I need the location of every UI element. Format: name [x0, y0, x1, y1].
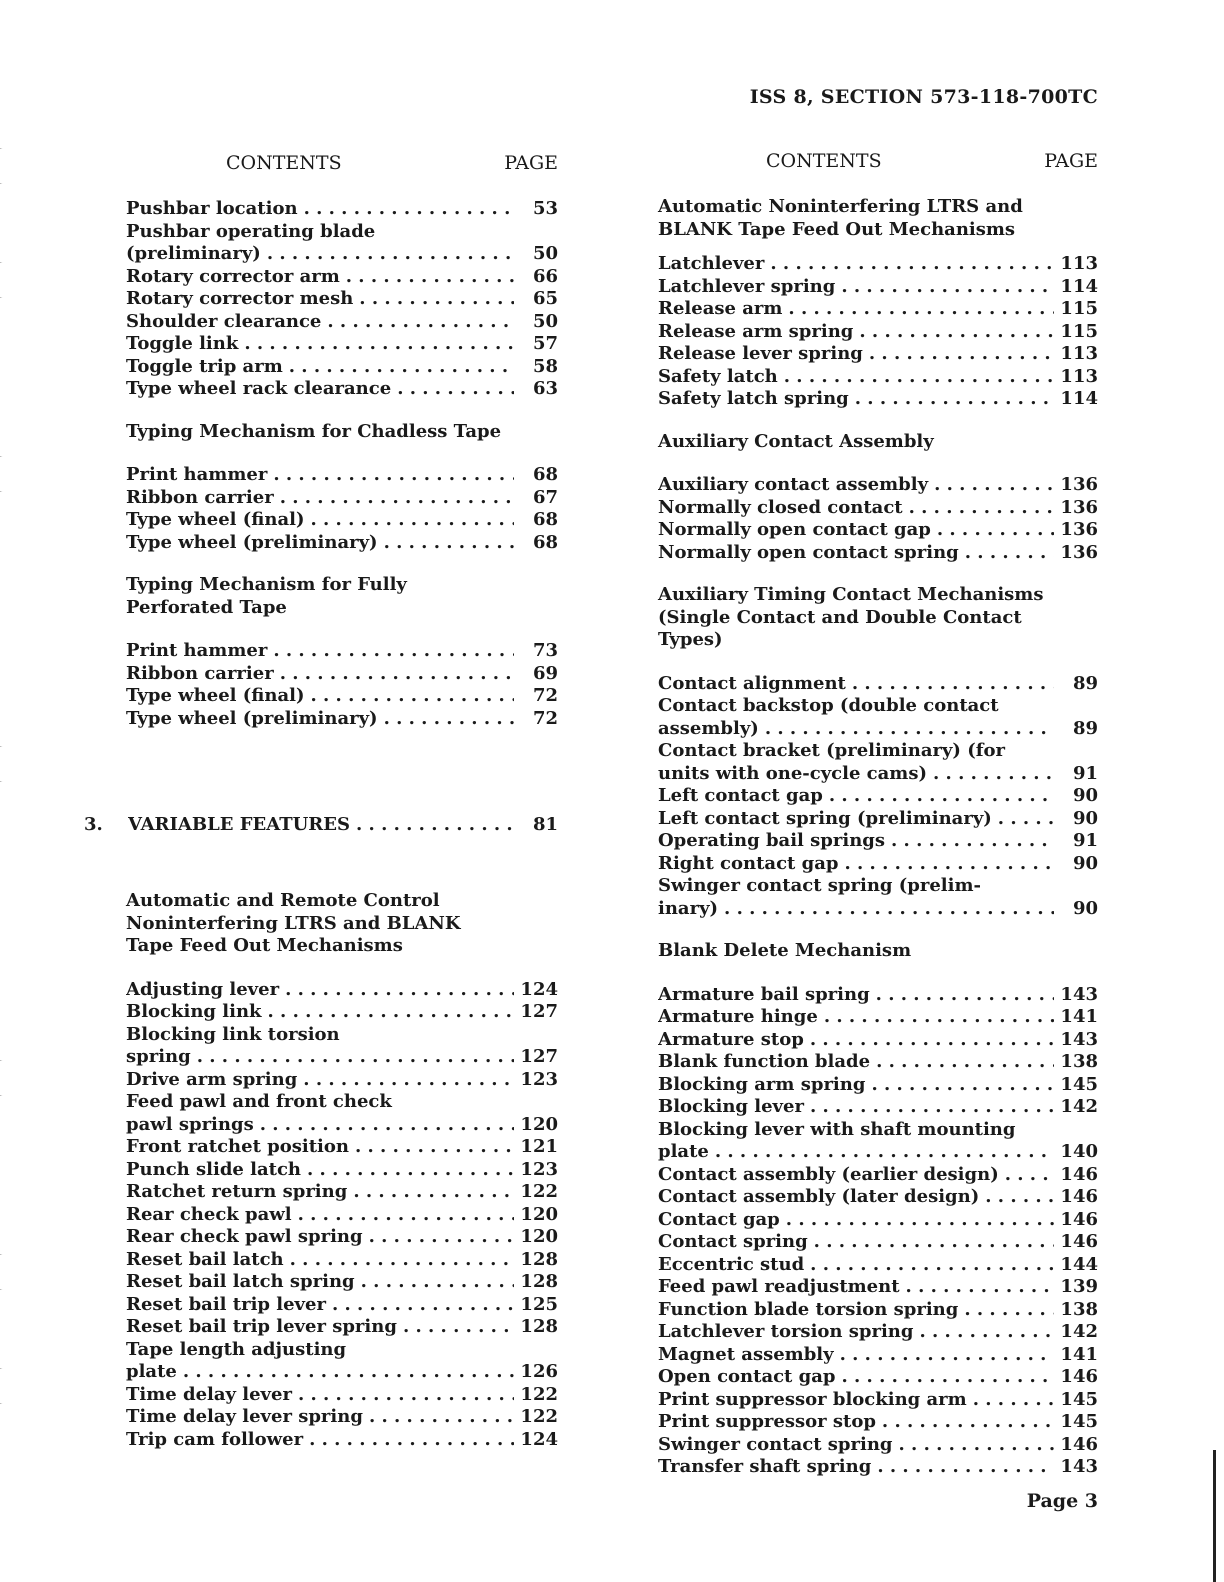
entry-page: 146: [1060, 1163, 1098, 1185]
entry-title: Blocking arm spring: [658, 1073, 866, 1095]
contents-group: [658, 431, 1098, 565]
entry-title: Print suppressor blocking arm: [658, 1388, 967, 1410]
entry-page: 143: [1060, 1028, 1098, 1050]
entry-title: Punch slide latch: [126, 1158, 301, 1180]
contents-entry: [126, 1406, 558, 1429]
contents-entry: [658, 808, 1098, 831]
contents-entry: [658, 497, 1098, 520]
entry-page: 121: [520, 1136, 558, 1157]
contents-entry: [658, 1276, 1098, 1299]
entry-title: Type wheel (final): [126, 685, 305, 706]
contents-entry: [126, 1024, 558, 1069]
entry-title: Print hammer: [126, 464, 268, 485]
entry-page: 120: [520, 1113, 558, 1135]
entry-title: Front ratchet position: [126, 1136, 349, 1157]
entry-page: 136: [1060, 474, 1098, 495]
entry-page: 146: [1060, 1186, 1098, 1207]
entry-title: Operating bail springs: [658, 830, 885, 851]
contents-entry: [658, 1074, 1098, 1097]
entry-title: Armature hinge: [658, 1006, 818, 1027]
entry-page: 122: [520, 1181, 558, 1202]
left-column-header: [126, 152, 558, 174]
binder-hole-icon: [0, 456, 13, 492]
document-header: ISS 8, SECTION 573-118-700TC: [749, 86, 1098, 108]
entry-page: 66: [532, 265, 558, 287]
entry-page: 91: [1072, 830, 1098, 851]
entry-page: 68: [532, 509, 558, 530]
entry-title: Normally open contact gap: [658, 519, 931, 540]
entry-page: 127: [520, 1001, 558, 1022]
entry-page: 90: [1072, 807, 1098, 829]
contents-entry: [658, 1411, 1098, 1434]
contents-label: CONTENTS: [766, 150, 882, 172]
contents-entry: [126, 1271, 558, 1294]
group-title: Typing Mechanism for Chadless Tape: [126, 420, 502, 442]
entry-page: 139: [1060, 1276, 1098, 1297]
entry-page: 136: [1060, 541, 1098, 563]
contents-entry: [658, 1186, 1098, 1209]
entry-title: Function blade torsion spring: [658, 1298, 959, 1320]
contents-entry: [126, 1136, 558, 1159]
entry-title: Tape length adjusting plate: [126, 1338, 347, 1382]
entry-page: 68: [532, 531, 558, 553]
entry-title: Release arm: [658, 298, 783, 319]
contents-entry: [658, 1344, 1098, 1367]
entry-page: 68: [532, 464, 558, 485]
entry-title: Left contact spring (preliminary): [658, 807, 992, 829]
contents-entry: [126, 1181, 558, 1204]
contents-entry: [658, 785, 1098, 808]
binder-hole-icon: [0, 1060, 13, 1096]
contents-label: CONTENTS: [226, 152, 342, 174]
entry-title: Adjusting lever: [126, 978, 280, 1000]
left-bottom-column: [126, 870, 558, 1451]
contents-entry: [658, 984, 1098, 1007]
entry-page: 140: [1060, 1141, 1098, 1162]
contents-entry: [126, 356, 558, 379]
entry-page: 138: [1060, 1298, 1098, 1320]
entry-page: 50: [532, 310, 558, 332]
entry-title: Auxiliary contact assembly: [658, 474, 929, 495]
contents-entry: [126, 1384, 558, 1407]
entry-title: Rotary corrector arm: [126, 265, 340, 287]
entry-page: 113: [1060, 253, 1098, 274]
binder-hole-icon: [0, 1368, 13, 1404]
group-title: Automatic and Remote Control Noninterfering LTRS and BLANK Tape Feed Out Mechanisms: [126, 890, 461, 956]
entry-title: Reset bail latch: [126, 1248, 284, 1270]
entry-page: 125: [520, 1293, 558, 1315]
entry-title: Contact backstop (double contact assembly): [658, 695, 999, 739]
entry-title: Feed pawl and front check pawl springs: [126, 1091, 392, 1135]
entry-page: 90: [1072, 785, 1098, 806]
contents-entry: [658, 875, 1098, 920]
entry-page: 89: [1072, 672, 1098, 694]
entry-page: 58: [532, 355, 558, 377]
entry-title: Rear check pawl spring: [126, 1226, 363, 1247]
entry-title: Contact spring: [658, 1231, 808, 1252]
contents-entry: [126, 221, 558, 266]
entry-title: Armature bail spring: [658, 983, 870, 1005]
contents-entry: [658, 1231, 1098, 1254]
entry-page: 144: [1060, 1253, 1098, 1275]
contents-entry: [658, 1321, 1098, 1344]
entry-page: 72: [532, 707, 558, 729]
entry-page: 90: [1072, 897, 1098, 919]
entry-title: Ribbon carrier: [126, 486, 274, 508]
entry-page: 141: [1060, 1343, 1098, 1365]
entry-title: Open contact gap: [658, 1366, 836, 1387]
entry-title: Eccentric stud: [658, 1253, 805, 1275]
entry-page: 146: [1060, 1231, 1098, 1252]
contents-entry: [658, 1366, 1098, 1389]
entry-title: Contact assembly (later design): [658, 1186, 980, 1207]
contents-entry: [658, 673, 1098, 696]
page-number: Page 3: [1026, 1490, 1098, 1512]
contents-entry: [658, 1209, 1098, 1232]
contents-group: [126, 890, 558, 1451]
section-title: VARIABLE FEATURES: [128, 814, 350, 835]
contents-entry: [126, 1091, 558, 1136]
entry-page: 89: [1072, 717, 1098, 739]
contents-entry: [126, 1294, 558, 1317]
entry-page: 126: [520, 1361, 558, 1382]
entry-page: 145: [1060, 1411, 1098, 1432]
entry-page: 124: [520, 978, 558, 1000]
contents-entry: [126, 1429, 558, 1452]
group-title: Auxiliary Contact Assembly: [658, 430, 934, 452]
entry-page: 65: [532, 288, 558, 309]
entry-title: Normally closed contact: [658, 496, 903, 518]
contents-entry: [658, 388, 1098, 411]
entry-title: Transfer shaft spring: [658, 1456, 872, 1477]
entry-page: 53: [532, 198, 558, 219]
right-groups: [658, 196, 1098, 1479]
contents-entry: [658, 343, 1098, 366]
right-contents-column: [658, 150, 1098, 1479]
binder-hole-icon: [0, 262, 13, 298]
entry-page: 115: [1060, 320, 1098, 342]
contents-group: [126, 421, 558, 555]
entry-title: Latchlever: [658, 253, 765, 274]
entry-title: Armature stop: [658, 1028, 804, 1050]
page-label: PAGE: [504, 152, 558, 174]
entry-title: Print hammer: [126, 640, 268, 661]
right-column-header: [658, 150, 1098, 172]
entry-title: Type wheel (final): [126, 509, 305, 530]
entry-title: Reset bail trip lever: [126, 1293, 326, 1315]
entry-page: 67: [532, 486, 558, 508]
contents-entry: [658, 1006, 1098, 1029]
entry-title: Normally open contact spring: [658, 541, 959, 563]
group-title: Auxiliary Timing Contact Mechanisms (Single Contact and Double Contact Types): [658, 584, 1044, 650]
entry-title: Pushbar operating blade (preliminary): [126, 220, 376, 264]
entry-page: 114: [1060, 275, 1098, 297]
contents-entry: [126, 311, 558, 334]
contents-entry: [658, 474, 1098, 497]
contents-entry: [126, 509, 558, 532]
section-number: 3.: [84, 814, 103, 835]
entry-title: Rear check pawl: [126, 1203, 292, 1225]
left-contents-column: [126, 152, 558, 730]
entry-page: 122: [520, 1383, 558, 1405]
contents-entry: [658, 1434, 1098, 1457]
entry-title: Latchlever torsion spring: [658, 1321, 914, 1342]
entry-title: Blocking link: [126, 1001, 262, 1022]
entry-title: Left contact gap: [658, 785, 823, 806]
entry-title: Release lever spring: [658, 343, 863, 364]
contents-entry: [658, 853, 1098, 876]
entry-page: 114: [1060, 388, 1098, 409]
entry-page: 91: [1072, 762, 1098, 784]
entry-page: 146: [1060, 1433, 1098, 1455]
left-top-groups: [126, 198, 558, 730]
entry-page: 90: [1072, 852, 1098, 874]
entry-title: Trip cam follower: [126, 1428, 304, 1450]
entry-title: Pushbar location: [126, 198, 298, 219]
contents-entry: [658, 1029, 1098, 1052]
contents-entry: [126, 1204, 558, 1227]
contents-entry: [658, 1119, 1098, 1164]
page-edge-shadow: [1213, 1450, 1216, 1582]
contents-entry: [126, 1069, 558, 1092]
entry-title: Drive arm spring: [126, 1068, 298, 1090]
contents-entry: [658, 1456, 1098, 1479]
contents-entry: [658, 366, 1098, 389]
entry-title: Contact bracket (preliminary) (for units with one-cycle cams): [658, 740, 1005, 784]
entry-title: Latchlever spring: [658, 275, 836, 297]
contents-entry: [126, 266, 558, 289]
contents-entry: [126, 708, 558, 731]
contents-entry: [126, 487, 558, 510]
entry-title: Type wheel (preliminary): [126, 707, 378, 729]
entry-title: Blocking lever with shaft mounting plate: [658, 1118, 1016, 1162]
contents-entry: [658, 1254, 1098, 1277]
contents-entry: [126, 663, 558, 686]
entry-title: Reset bail trip lever spring: [126, 1316, 397, 1337]
page-label: PAGE: [1044, 150, 1098, 172]
entry-page: 146: [1060, 1208, 1098, 1230]
contents-entry: [658, 830, 1098, 853]
contents-group: [658, 940, 1098, 1479]
entry-title: Type wheel (preliminary): [126, 531, 378, 553]
entry-title: Type wheel rack clearance: [126, 378, 392, 399]
entry-title: Ratchet return spring: [126, 1181, 348, 1202]
entry-title: Contact gap: [658, 1208, 780, 1230]
entry-title: Feed pawl readjustment: [658, 1276, 900, 1297]
contents-entry: [658, 519, 1098, 542]
contents-entry: [126, 333, 558, 356]
contents-entry: [126, 532, 558, 555]
entry-title: Blank function blade: [658, 1051, 871, 1072]
contents-entry: [658, 1299, 1098, 1322]
contents-entry: [658, 298, 1098, 321]
entry-page: 113: [1060, 343, 1098, 364]
entry-page: 50: [532, 243, 558, 264]
contents-entry: [658, 253, 1098, 276]
entry-title: Shoulder clearance: [126, 310, 322, 332]
entry-title: Swinger contact spring: [658, 1433, 893, 1455]
entry-title: Release arm spring: [658, 320, 854, 342]
entry-title: Right contact gap: [658, 852, 839, 874]
contents-entry: [658, 1051, 1098, 1074]
entry-page: 145: [1060, 1388, 1098, 1410]
entry-page: 123: [520, 1158, 558, 1180]
contents-entry: [126, 640, 558, 663]
entry-title: Ribbon carrier: [126, 662, 274, 684]
entry-page: 120: [520, 1226, 558, 1247]
contents-group: [126, 574, 558, 730]
contents-entry: [126, 464, 558, 487]
entry-title: Contact alignment: [658, 672, 846, 694]
entry-page: 143: [1060, 1456, 1098, 1477]
contents-group: [126, 198, 558, 401]
entry-page: 145: [1060, 1073, 1098, 1095]
contents-entry: [126, 1159, 558, 1182]
entry-page: 120: [520, 1203, 558, 1225]
contents-entry: [126, 685, 558, 708]
entry-page: 142: [1060, 1321, 1098, 1342]
contents-entry: [658, 276, 1098, 299]
entry-page: 124: [520, 1428, 558, 1450]
entry-page: 136: [1060, 519, 1098, 540]
entry-page: 136: [1060, 496, 1098, 518]
entry-page: 73: [532, 640, 558, 661]
entry-page: 146: [1060, 1366, 1098, 1387]
contents-entry: [126, 1001, 558, 1024]
contents-entry: [126, 1249, 558, 1272]
contents-entry: [658, 740, 1098, 785]
group-title: Blank Delete Mechanism: [658, 940, 912, 961]
left-bottom-groups: [126, 890, 558, 1451]
entry-title: Blocking link torsion spring: [126, 1023, 340, 1067]
contents-entry: [126, 1226, 558, 1249]
entry-page: 122: [520, 1406, 558, 1427]
entry-page: 128: [520, 1248, 558, 1270]
group-title: Typing Mechanism for Fully Perforated Tape: [126, 574, 407, 618]
entry-page: 115: [1060, 298, 1098, 319]
contents-group: [658, 584, 1098, 920]
section-page: 81: [532, 814, 558, 835]
entry-title: Safety latch spring: [658, 388, 849, 409]
entry-title: Time delay lever spring: [126, 1406, 363, 1427]
entry-page: 142: [1060, 1096, 1098, 1117]
contents-entry: [658, 1096, 1098, 1119]
entry-page: 128: [520, 1271, 558, 1292]
entry-page: 143: [1060, 983, 1098, 1005]
contents-entry: [658, 1389, 1098, 1412]
entry-page: 128: [520, 1316, 558, 1337]
binder-hole-icon: [0, 148, 13, 184]
contents-entry: [658, 321, 1098, 344]
entry-page: 72: [532, 685, 558, 706]
entry-title: Swinger contact spring (prelim- inary): [658, 875, 981, 919]
entry-title: Toggle link: [126, 333, 239, 354]
major-section-variable-features: [84, 814, 558, 835]
entry-title: Blocking lever: [658, 1096, 804, 1117]
entry-title: Print suppressor stop: [658, 1411, 876, 1432]
entry-page: 69: [532, 662, 558, 684]
entry-page: 113: [1060, 365, 1098, 387]
entry-page: 57: [532, 333, 558, 354]
contents-entry: [126, 198, 558, 221]
entry-page: 141: [1060, 1006, 1098, 1027]
binder-hole-icon: [0, 1254, 13, 1290]
contents-entry: [658, 542, 1098, 565]
entry-title: Toggle trip arm: [126, 355, 283, 377]
contents-entry: [126, 288, 558, 311]
entry-title: Reset bail latch spring: [126, 1271, 355, 1292]
entry-title: Contact assembly (earlier design): [658, 1163, 999, 1185]
entry-page: 63: [532, 378, 558, 399]
entry-title: Time delay lever: [126, 1383, 292, 1405]
contents-entry: [658, 695, 1098, 740]
entry-page: 138: [1060, 1051, 1098, 1072]
contents-entry: [126, 378, 558, 401]
contents-entry: [658, 1164, 1098, 1187]
entry-page: 127: [520, 1046, 558, 1067]
entry-page: 123: [520, 1068, 558, 1090]
contents-entry: [126, 979, 558, 1002]
binder-hole-icon: [0, 746, 13, 782]
contents-group: [658, 196, 1098, 411]
entry-title: Safety latch: [658, 365, 778, 387]
contents-entry: [126, 1339, 558, 1384]
group-title: Automatic Noninterfering LTRS and BLANK Tape Feed Out Mechanisms: [658, 196, 1023, 240]
entry-title: Rotary corrector mesh: [126, 288, 354, 309]
entry-title: Magnet assembly: [658, 1343, 834, 1365]
contents-entry: [126, 1316, 558, 1339]
